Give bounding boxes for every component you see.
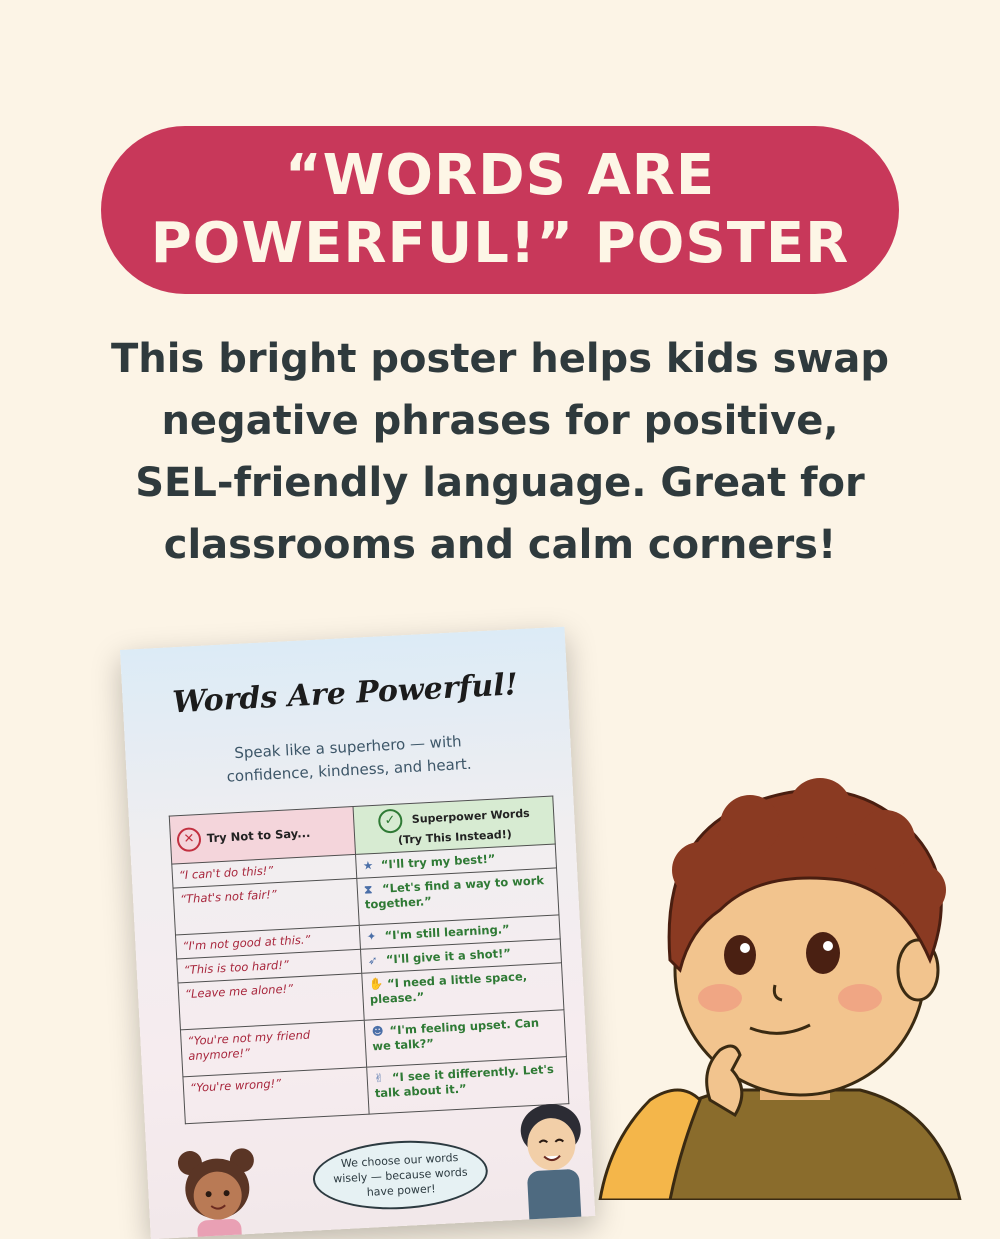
poster-subtitle-line-2: confidence, kindness, and heart. — [226, 754, 472, 786]
good-phrase: ✌ “I see it differently. Let's talk about it.” — [367, 1057, 569, 1114]
poster-title: Words Are Powerful! — [171, 667, 519, 721]
bad-phrase: “This is too hard!” — [177, 949, 362, 983]
good-phrase: ★ “I'll try my best!” — [356, 844, 557, 878]
description-line-1: This bright poster helps kids swap — [110, 336, 889, 382]
description-line-4: classrooms and calm corners! — [163, 522, 837, 568]
people-icon: ☻ — [371, 1023, 384, 1039]
phrase-table — [169, 796, 570, 1125]
check-icon: ✓ — [377, 808, 402, 833]
good-phrase: ☻ “I'm feeling upset. Can we talk?” — [365, 1010, 567, 1067]
title-line-1: “WORDS ARE — [284, 143, 716, 208]
bad-phrase: “I'm not good at this.” — [175, 925, 360, 959]
title-line-2: POWERFUL!” POSTER — [150, 211, 850, 276]
bad-phrase: “That's not fair!” — [173, 878, 360, 935]
bad-phrase: “You're wrong!” — [183, 1067, 370, 1124]
good-phrase: ⧗ “Let's find a way to work together.” — [357, 868, 559, 925]
hourglass-icon: ⧗ — [363, 882, 373, 897]
speech-bubble: We choose our words wisely — because words have power! — [311, 1137, 489, 1214]
good-phrase: ✋ “I need a little space, please.” — [362, 963, 564, 1020]
handshake-icon: ✌ — [373, 1070, 385, 1086]
good-phrase: ✦ “I'm still learning.” — [360, 915, 561, 949]
girl-illustration — [171, 1141, 266, 1239]
good-phrase: ➶ “I'll give it a shot!” — [361, 939, 562, 973]
bad-phrase: “I can't do this!” — [172, 854, 357, 888]
x-icon: ✕ — [176, 827, 201, 852]
description-line-3: SEL-friendly language. Great for — [135, 460, 865, 506]
hands-icon: ✋ — [368, 976, 384, 992]
poster-preview-image — [120, 627, 595, 1239]
star-icon: ★ — [362, 858, 374, 873]
rocket-icon: ➶ — [367, 952, 378, 968]
poster-subtitle-line-1: Speak like a superhero — with — [233, 732, 462, 763]
thinking-boy-illustration — [560, 770, 1000, 1200]
lightbulb-icon: ✦ — [366, 928, 377, 944]
description — [60, 328, 940, 576]
title-banner — [101, 126, 899, 294]
bad-phrase: “You're not my friend anymore!” — [180, 1020, 367, 1077]
superpower-header: ✓ Superpower Words (Try This Instead!) — [353, 796, 555, 854]
bad-phrase: “Leave me alone!” — [178, 973, 365, 1030]
description-line-2: negative phrases for positive, — [161, 398, 839, 444]
poster-subtitle — [125, 725, 572, 794]
try-not-header: ✕ Try Not to Say... — [169, 807, 356, 865]
